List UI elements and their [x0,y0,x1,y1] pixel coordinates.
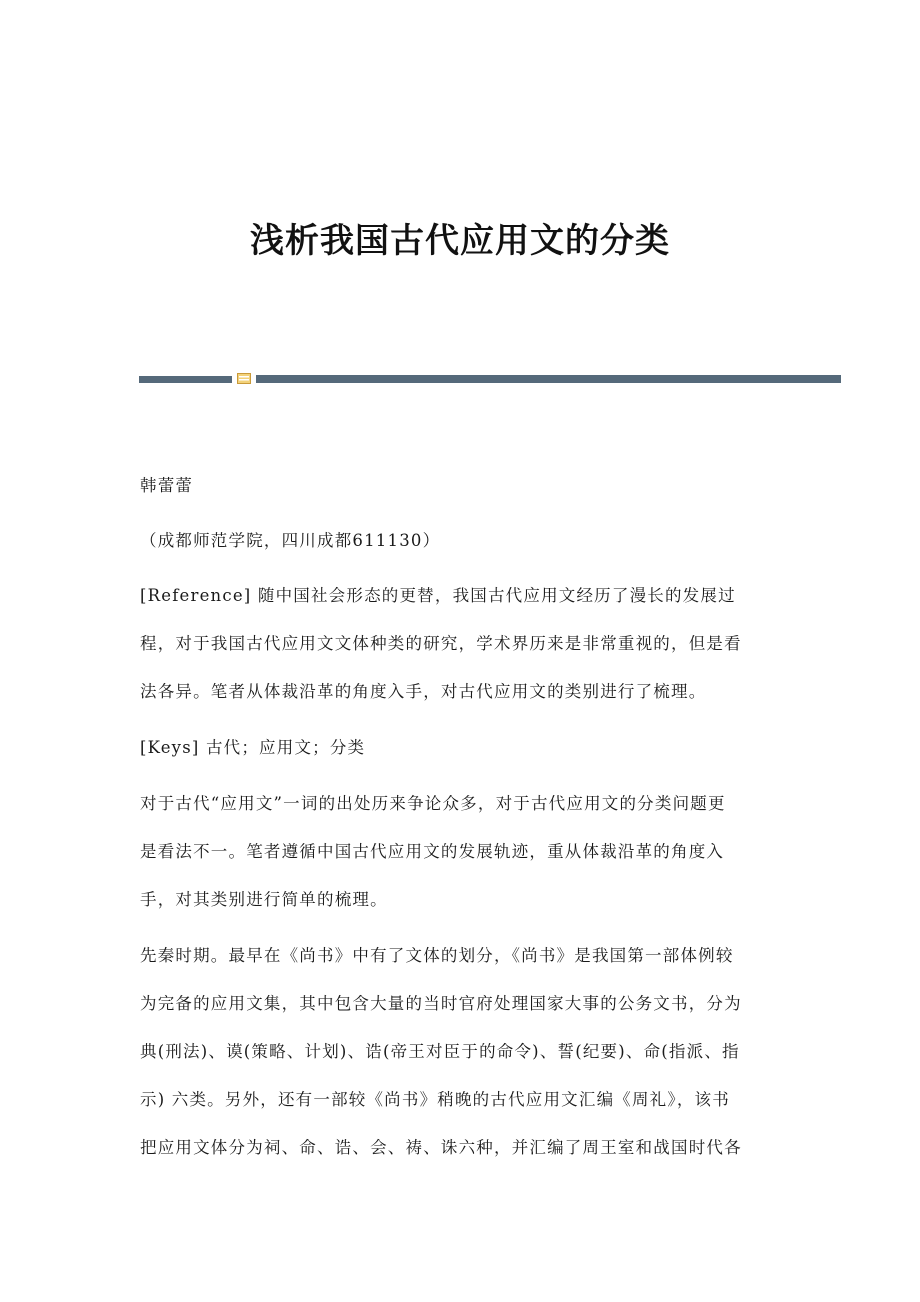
paragraph-line: 手，对其类别进行简单的梳理。 [140,890,388,909]
abstract-line: 程，对于我国古代应用文文体种类的研究，学术界历来是非常重视的，但是看 [140,634,742,653]
paragraph-line: 先秦时期。最早在《尚书》中有了文体的划分，《尚书》是我国第一部体例较 [140,946,734,965]
title-divider-left [139,376,232,383]
keywords-line: [Keys] 古代；应用文；分类 [140,738,366,757]
paragraph-line: 对于古代“应用文”一词的出处历来争论众多，对于古代应用文的分类问题更 [140,794,726,813]
paragraph-line: 典(刑法)、谟(策略、计划)、诰(帝王对臣于的命令)、誓(纪要)、命(指派、指 [140,1042,740,1061]
document-title: 浅析我国古代应用文的分类 [250,221,670,261]
paragraph-line: 是看法不一。笔者遵循中国古代应用文的发展轨迹，重从体裁沿革的角度入 [140,842,725,861]
paragraph-line: 为完备的应用文集，其中包含大量的当时官府处理国家大事的公务文书，分为 [140,994,742,1013]
paragraph-line: 示) 六类。另外，还有一部较《尚书》稍晚的古代应用文汇编《周礼》，该书 [140,1090,730,1109]
divider-ornament-icon [237,373,251,384]
paragraph-line: 把应用文体分为祠、命、诰、会、祷、诛六种，并汇编了周王室和战国时代各 [140,1138,742,1157]
abstract-line: [Reference] 随中国社会形态的更替，我国古代应用文经历了漫长的发展过 [140,586,736,605]
title-divider-right [256,375,841,383]
author-name: 韩蕾蕾 [140,476,194,495]
author-affiliation: （成都师范学院，四川成都611130） [140,531,441,550]
abstract-line: 法各异。笔者从体裁沿革的角度入手，对古代应用文的类别进行了梳理。 [140,682,707,701]
